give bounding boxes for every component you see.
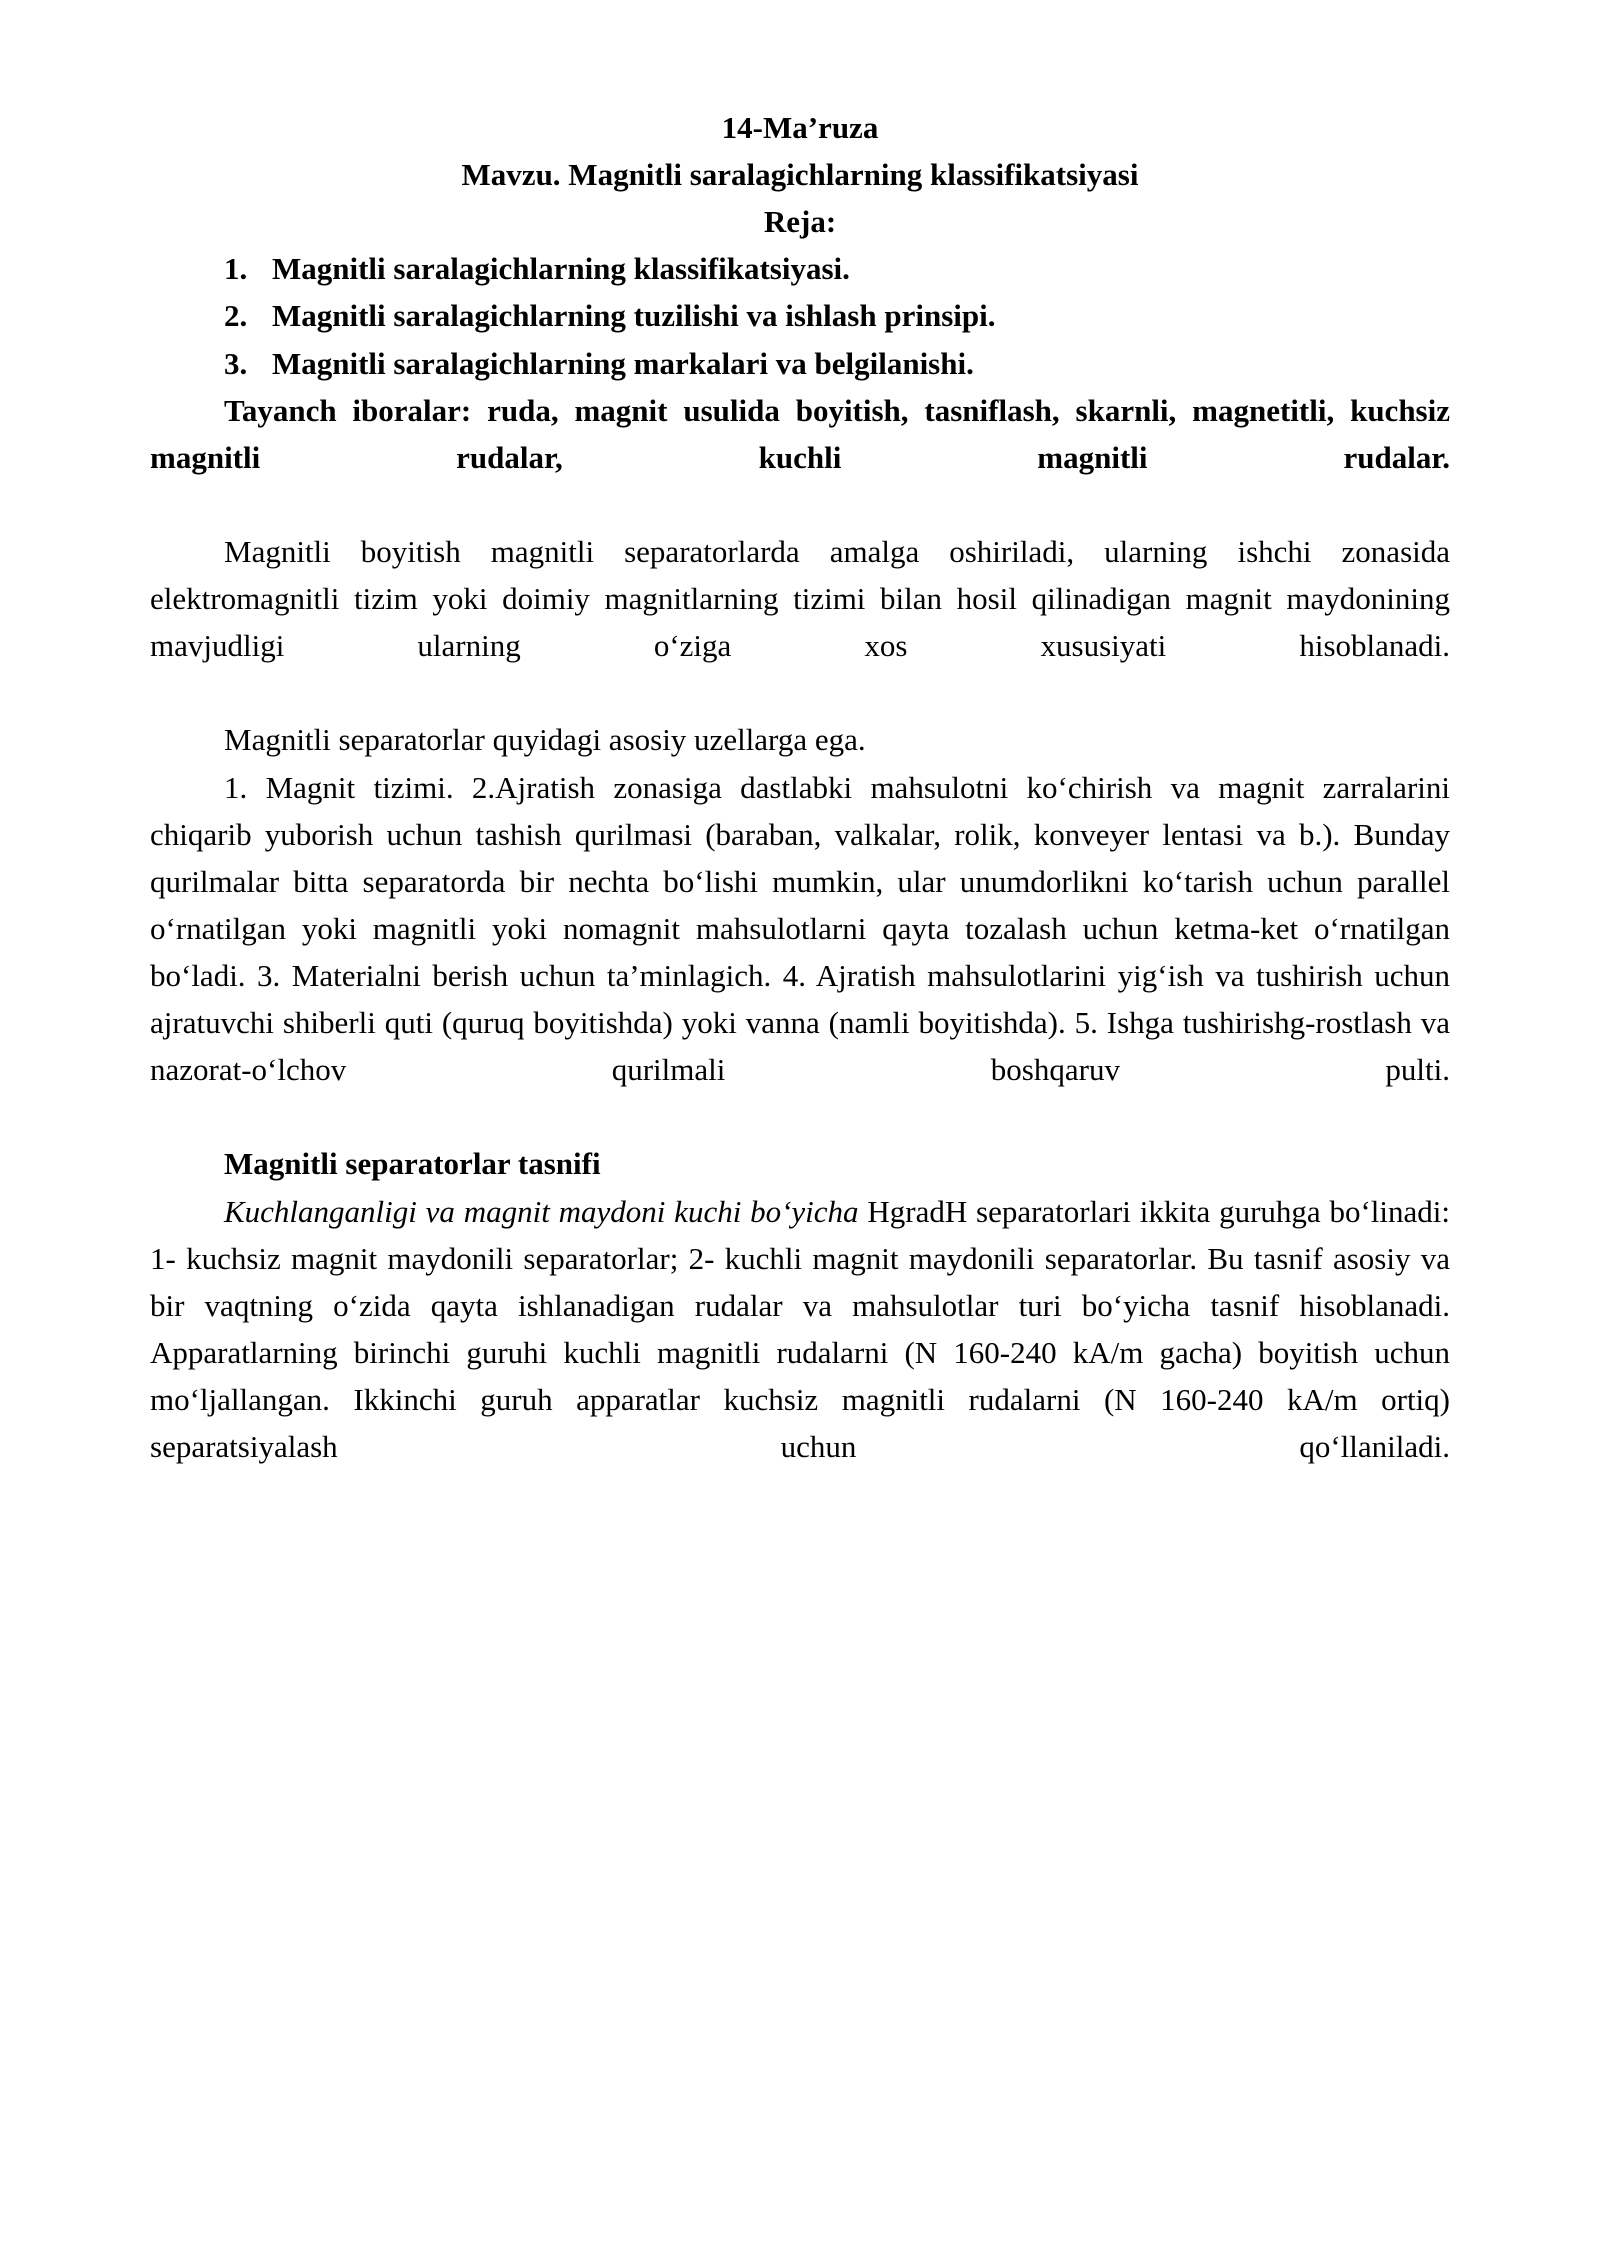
list-item-label: Magnitli saralagichlarning klassifikatsiyasi. [272,251,850,287]
subject-line: Mavzu. Magnitli saralagichlarning klassifikatsiyasi [461,157,1139,193]
list-item-number: 3. [224,345,248,381]
list-item [150,292,1450,339]
paragraph-four [150,1188,1450,1518]
document-body [150,104,1450,1517]
section-heading: Magnitli separatorlar tasnifi [224,1146,601,1182]
paragraph-three: 1. Magnit tizimi. 2.Ajratish zonasiga dastlabki mahsulotni ko‘chirish va magnit zarralarini chiqarib yuborish uchun tashish qurilmasi (baraban, valkalar, rolik, konveyer lentasi va b.). Bunday qurilmalar bitta separatorda bir nechta bo‘lishi mumkin, ular unumdorlikni ko‘tarish uchun parallel o‘rnatilgan yoki magnitli yoki nomagnit mahsulotlarni qayta tozalash uchun ketma-ket o‘rnatilgan bo‘ladi. 3. Materialni berish uchun ta’minlagich. 4. Ajratish mahsulotlarini yig‘ish va tushirish uchun ajratuvchi shiberli quti (quruq boyitishda) yoki vanna (namli boyitishda). 5. Ishga tushirishg-rostlash va nazorat-o‘lchov qurilmali boshqaruv pulti. [150,769,1450,1088]
paragraph-four-rest: HgradH separatorlari ikkita guruhga bo‘linadi: 1- kuchsiz magnit maydonili separatorlar; 2- kuchli magnit maydonili separatorlar. Bu tasnif asosiy va bir vaqtning o‘zida qayta ishlanadigan rudalar va mahsulotlar turi bo‘yicha tasnif hisoblanadi. Apparatlarning birinchi guruhi kuchli magnitli rudalarni (N 160-240 kA/m gacha) boyitish uchun mo‘ljallangan. Ikkinchi guruh apparatlar kuchsiz magnitli rudalarni (N 160-240 kA/m ortiq) separatsiyalash uchun qo‘llaniladi. [150,1193,1450,1465]
paragraph-one: Magnitli boyitish magnitli separatorlarda amalga oshiriladi, ularning ishchi zonasida elektromagnitli tizim yoki doimiy magnitlarning tizimi bilan hosil qilinadigan magnit maydonining mavjudligi ularning o‘ziga xos xususiyati hisoblanadi. [150,533,1450,664]
paragraph-four-italic-lead: Kuchlanganligi va magnit maydoni kuchi bo‘yicha [224,1193,859,1229]
lecture-title: 14-Ma’ruza [721,110,879,145]
plan-list [150,245,1450,386]
plan-label: Reja: [763,204,837,240]
list-item-label: Magnitli saralagichlarning tuzilishi va ishlash prinsipi. [272,298,996,334]
list-item-number: 2. [224,298,248,334]
list-item [150,245,1450,292]
keywords-paragraph: Tayanch iboralar: ruda, magnit usulida boyitish, tasniflash, skarnli, magnetitli, kuchsiz magnitli rudalar, kuchli magnitli rudalar. [150,392,1450,475]
list-item-label: Magnitli saralagichlarning markalari va belgilanishi. [272,345,974,381]
paragraph-two: Magnitli separatorlar quyidagi asosiy uzellarga ega. [224,722,866,758]
list-item-number: 1. [224,251,248,287]
list-item [150,340,1450,387]
